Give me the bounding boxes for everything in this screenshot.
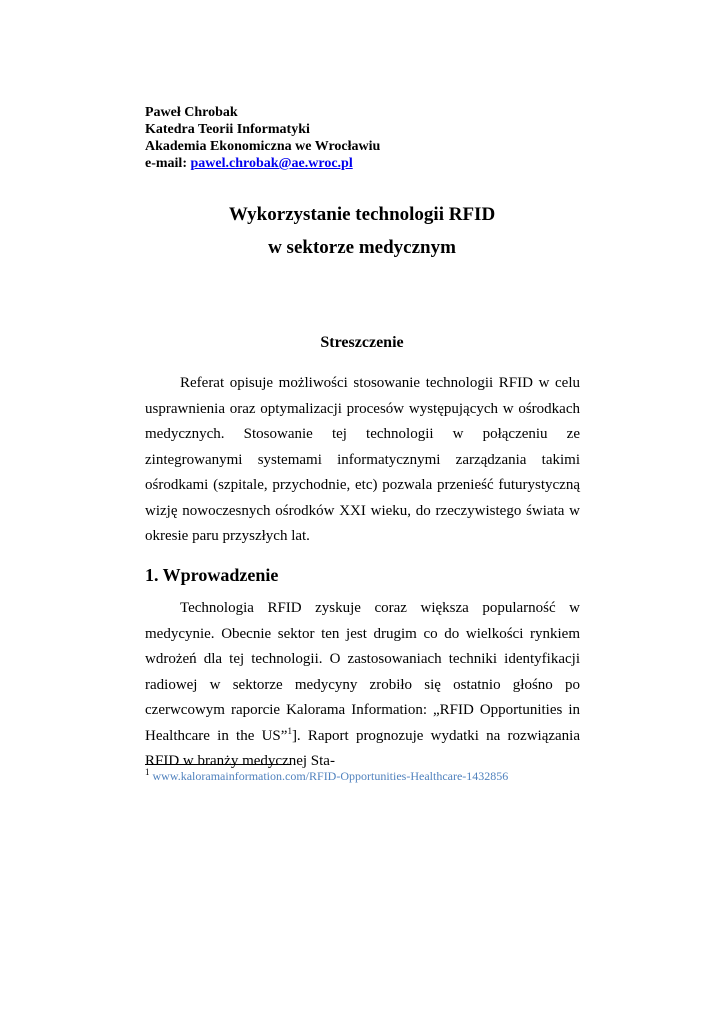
author-institution: Akademia Ekonomiczna we Wrocławiu	[145, 139, 381, 154]
footnote-reference[interactable]: 1	[287, 725, 292, 736]
email-label: e-mail:	[145, 156, 191, 171]
abstract-heading: Streszczenie	[320, 334, 404, 351]
footnote-link[interactable]: www.kaloramainformation.com/RFID-Opportunities-Healthcare-1432856	[152, 769, 509, 783]
email-link[interactable]: pawel.chrobak@ae.wroc.pl	[190, 156, 353, 171]
author-block	[145, 104, 380, 172]
abstract-paragraph: Referat opisuje możliwości stosowanie technologii RFID w celu usprawnienia oraz optymalizacji procesów występujących w ośrodkach medycznych. Stosowanie tej technologii w połączeniu ze zintegrowanymi systemami informatycznymi zarządzania takimi ośrodkami (szpitale, przychodnie, etc) pozwala przenieść futurystyczną wizję nowoczesnych ośrodków XXI wieku, do rzeczywistego świata w okresie paru przyszłych lat.	[145, 375, 580, 544]
introduction-paragraph	[145, 596, 580, 775]
footnote-separator	[145, 764, 291, 765]
introduction-text-continued: ]. Raport prognozuje wydatki na rozwiązania RFID w branży medycznej Sta-	[145, 727, 581, 769]
author-email-line	[145, 155, 380, 172]
paper-title-line-1: Wykorzystanie technologii RFID	[228, 204, 496, 225]
section-heading-introduction: 1. Wprowadzenie	[145, 565, 279, 585]
footnote-mark: 1	[145, 767, 150, 777]
introduction-text: Technologia RFID zyskuje coraz większa popularność w medycynie. Obecnie sektor ten jest drugim co do wielkości rynkiem wdrożeń dla tej technologii. O zastosowaniach techniki identyfikacji radiowej w sektorze medycyny zrobiło się ostatnio głośno po czerwcowym raporcie Kalorama Information: „RFID Opportunities in Healthcare in the US”	[145, 600, 580, 744]
author-department: Katedra Teorii Informatyki	[145, 122, 310, 137]
author-name: Paweł Chrobak	[145, 105, 238, 120]
paper-title-line-2: w sektorze medycznym	[268, 237, 456, 258]
footnote	[145, 768, 508, 784]
